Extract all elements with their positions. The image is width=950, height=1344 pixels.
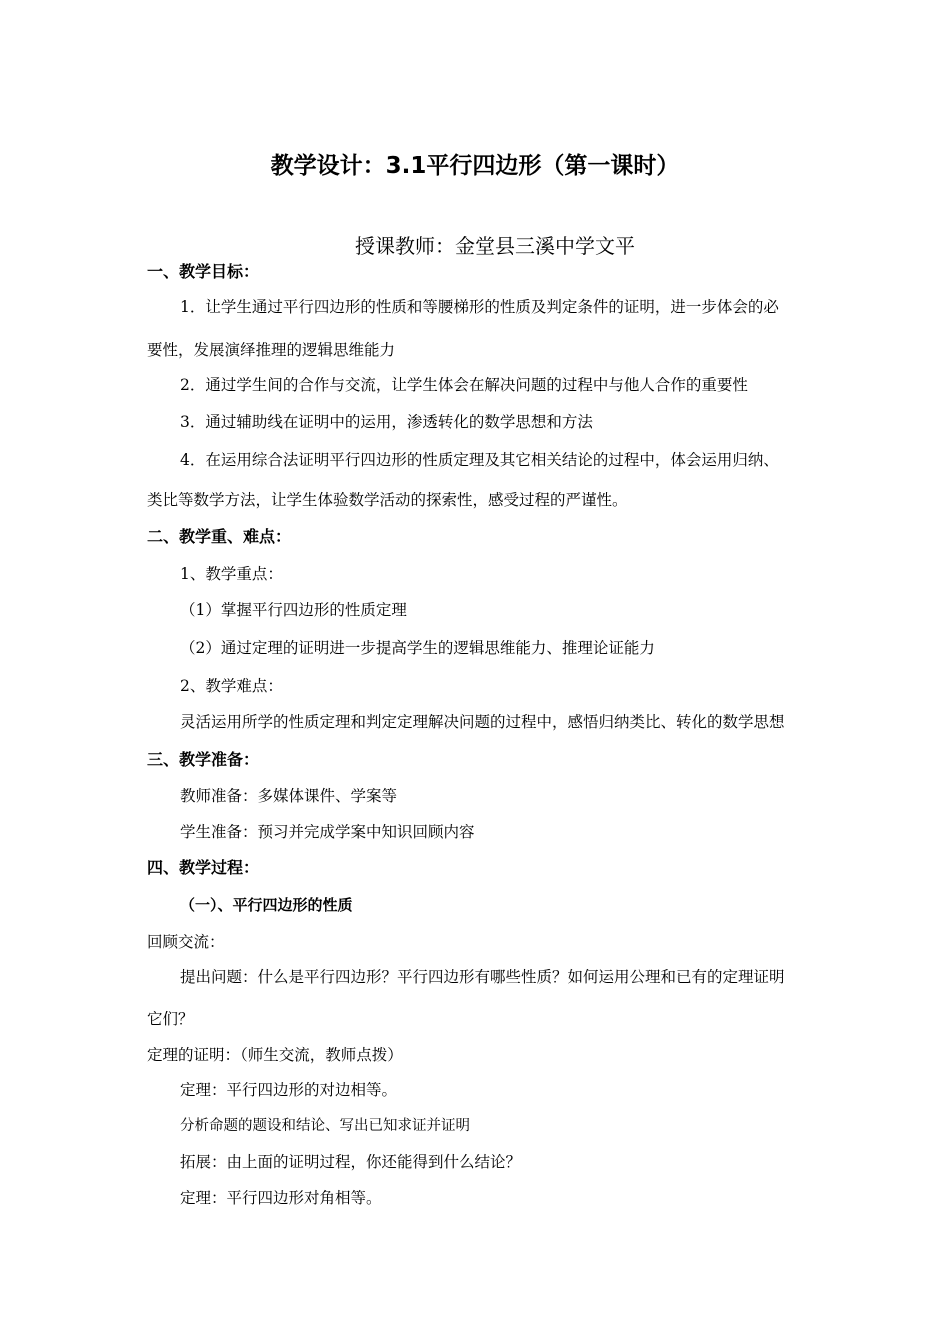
objective-4-line-2: 类比等数学方法，让学生体验数学活动的探索性，感受过程的严谨性。 xyxy=(147,491,628,509)
author-line: 授课教师：金堂县三溪中学文平 xyxy=(355,234,635,258)
key-point-label: 1、教学重点： xyxy=(180,565,283,583)
objective-1-line-1: 1．让学生通过平行四边形的性质和等腰梯形的性质及判定条件的证明，进一步体会的必 xyxy=(180,298,779,316)
objective-1-line-2: 要性，发展演绎推理的逻辑思维能力 xyxy=(147,341,396,359)
difficulty-label: 2、教学难点： xyxy=(180,677,283,695)
difficulty-1: 灵活运用所学的性质定理和判定定理解决问题的过程中，感悟归纳类比、转化的数学思想 xyxy=(180,713,785,731)
objective-3: 3．通过辅助线在证明中的运用，渗透转化的数学思想和方法 xyxy=(180,413,593,431)
document-title: 教学设计：3.1平行四边形（第一课时） xyxy=(270,153,680,179)
section-heading-preparation: 三、教学准备： xyxy=(147,750,260,769)
theorem-opposite-angles: 定理：平行四边形对角相等。 xyxy=(180,1189,382,1207)
question-line-1: 提出问题：什么是平行四边形？平行四边形有哪些性质？如何运用公理和已有的定理证明 xyxy=(180,968,785,986)
objective-4-line-1: 4．在运用综合法证明平行四边形的性质定理及其它相关结论的过程中，体会运用归纳、 xyxy=(180,451,779,469)
section-heading-key-points: 二、教学重、难点： xyxy=(147,527,292,546)
student-preparation: 学生准备：预习并完成学案中知识回顾内容 xyxy=(180,823,475,841)
key-point-1: （1）掌握平行四边形的性质定理 xyxy=(180,601,407,619)
section-heading-process: 四、教学过程： xyxy=(147,858,260,877)
key-point-2: （2）通过定理的证明进一步提高学生的逻辑思维能力、推理论证能力 xyxy=(180,639,655,657)
subsection-heading-properties: （一）、平行四边形的性质 xyxy=(180,896,353,914)
theorem-opposite-sides: 定理：平行四边形的对边相等。 xyxy=(180,1081,398,1099)
objective-2: 2．通过学生间的合作与交流，让学生体会在解决问题的过程中与他人合作的重要性 xyxy=(180,376,748,394)
analysis-note: 分析命题的题设和结论、写出已知求证并证明 xyxy=(180,1118,470,1134)
section-heading-objectives: 一、教学目标： xyxy=(147,262,260,281)
extension-question: 拓展：由上面的证明过程，你还能得到什么结论？ xyxy=(180,1153,522,1171)
question-line-2: 它们？ xyxy=(147,1010,194,1028)
review-label: 回顾交流： xyxy=(147,933,225,951)
teacher-preparation: 教师准备：多媒体课件、学案等 xyxy=(180,787,398,805)
proof-label: 定理的证明：（师生交流，教师点拨） xyxy=(147,1046,403,1064)
